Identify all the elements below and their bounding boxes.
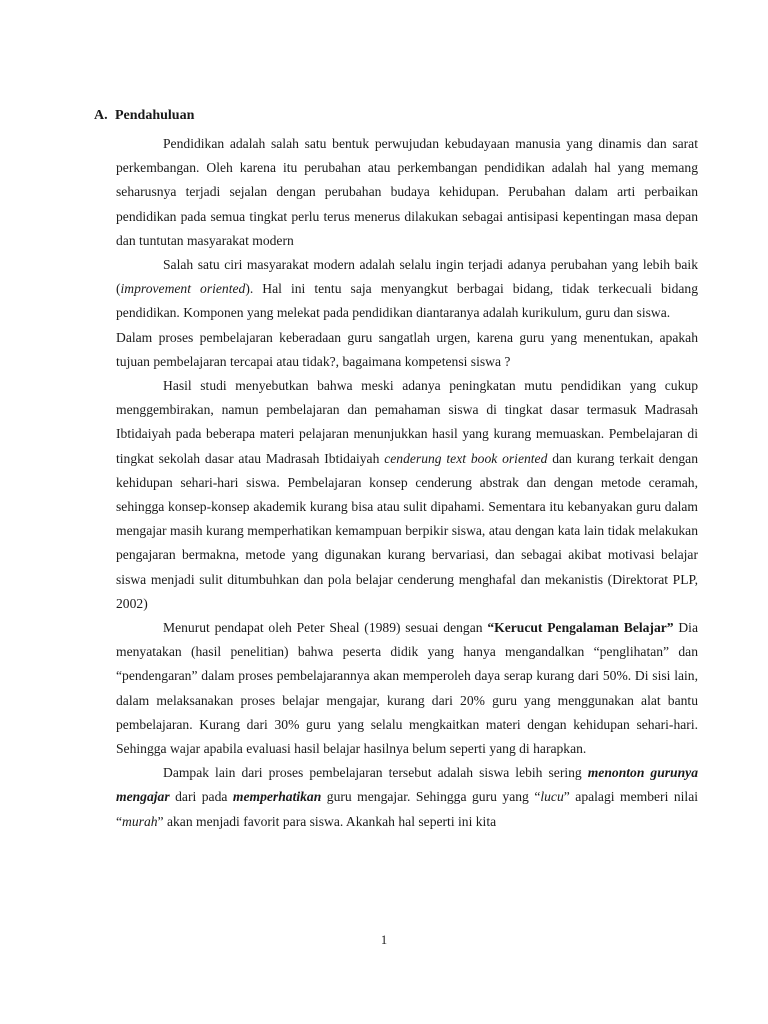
- body-paragraph: [116, 374, 698, 616]
- document-body: [116, 132, 698, 834]
- text-run: dari pada: [169, 789, 233, 805]
- body-paragraph: [116, 253, 698, 326]
- body-paragraph: [116, 616, 698, 761]
- italic-text-run: murah: [122, 813, 158, 829]
- section-title: Pendahuluan: [115, 108, 195, 123]
- italic-text-run: cenderung text book oriented: [384, 450, 548, 466]
- text-run: Salah satu ciri masyarakat modern adalah selalu ingin terjadi adanya perubahan yang lebih baik (: [116, 257, 698, 297]
- text-run: dan kurang terkait dengan kehidupan sehari-hari siswa. Pembelajaran konsep cenderung abstrak dan dengan metode ceramah, sehingga konsep-konsep akademik kurang bisa atau sulit dipahami. Sementara itu kebanyakan guru dalam mengajar masih kurang memperhatikan kemampuan berpikir siswa, atau dengan kata lain tidak melakukan pengajaran bermakna, metode yang digunakan kurang bervariasi, dan sebagai akibat motivasi belajar siswa menjadi sulit ditumbuhkan dan pola belajar cenderung menghafal dan mekanistis (Direktorat PLP, 2002): [116, 450, 699, 611]
- text-run: Dia menyatakan (hasil penelitian) bahwa peserta didik yang hanya mengandalkan “penglihatan” dan “pendengaran” dalam proses pembelajarannya akan memperoleh daya serap kurang dari 50%. Di sisi lain, dalam melaksanakan proses belajar mengajar, kurang dari 20% guru yang menggunakan alat bantu pembelajaran. Kurang dari 30% guru yang selalu mengkaitkan materi dengan kehidupan sehari-hari. Sehingga wajar apabila evaluasi hasil belajar hasilnya belum seperti yang di harapkan.: [116, 620, 698, 757]
- body-paragraph: [116, 761, 698, 834]
- italic-text-run: lucu: [540, 789, 564, 805]
- section-number: A.: [94, 108, 108, 123]
- strong-emphasis-run: [233, 789, 321, 804]
- emphasis-text: menonton gurunya mengajar: [116, 765, 698, 805]
- text-run: ” apalagi memberi nilai “: [116, 789, 699, 829]
- text-run: guru mengajar. Sehingga guru yang “: [321, 789, 541, 805]
- text-run: ” akan menjadi favorit para siswa. Akankah hal seperti ini kita: [157, 813, 497, 829]
- text-run: Dampak lain dari proses pembelajaran tersebut adalah siswa lebih sering: [163, 765, 588, 781]
- text-run: Dalam proses pembelajaran keberadaan guru sangatlah urgen, karena guru yang menentukan, apakah tujuan pembelajaran tercapai atau tidak?, bagaimana kompetensi siswa ?: [116, 329, 698, 369]
- emphasis-text: memperhatikan: [232, 789, 322, 805]
- body-paragraph: [116, 326, 698, 374]
- section-heading: [94, 108, 194, 124]
- text-run: Hasil studi menyebutkan bahwa meski adanya peningkatan mutu pendidikan yang cukup menggembirakan, namun pembelajaran dan pemahaman siswa di tingkat dasar termasuk Madrasah Ibtidaiyah pada beberapa materi pelajaran menunjukkan hasil yang kurang memuaskan. Pembelajaran di tingkat sekolah dasar atau Madrasah Ibtidaiyah: [116, 378, 698, 466]
- body-paragraph: [116, 132, 698, 253]
- italic-text-run: improvement oriented: [120, 281, 246, 297]
- bold-text-run: “Kerucut Pengalaman Belajar”: [487, 620, 674, 636]
- text-run: Pendidikan adalah salah satu bentuk perwujudan kebudayaan manusia yang dinamis dan sarat perkembangan. Oleh karena itu perubahan atau perkembangan pendidikan adalah hal yang memang seharusnya terjadi sejalan dengan perubahan budaya kehidupan. Perubahan dalam arti perbaikan pendidikan pada semua tingkat perlu terus menerus dilakukan sebagai antisipasi kepentingan masa depan dan tuntutan masyarakat modern: [116, 136, 698, 248]
- text-run: ). Hal ini tentu saja menyangkut berbagai bidang, tidak terkecuali bidang pendidikan. Komponen yang melekat pada pendidikan diantaranya adalah kurikulum, guru dan siswa.: [116, 281, 698, 321]
- text-run: Menurut pendapat oleh Peter Sheal (1989) sesuai dengan: [163, 620, 488, 636]
- page-number: 1: [380, 933, 388, 947]
